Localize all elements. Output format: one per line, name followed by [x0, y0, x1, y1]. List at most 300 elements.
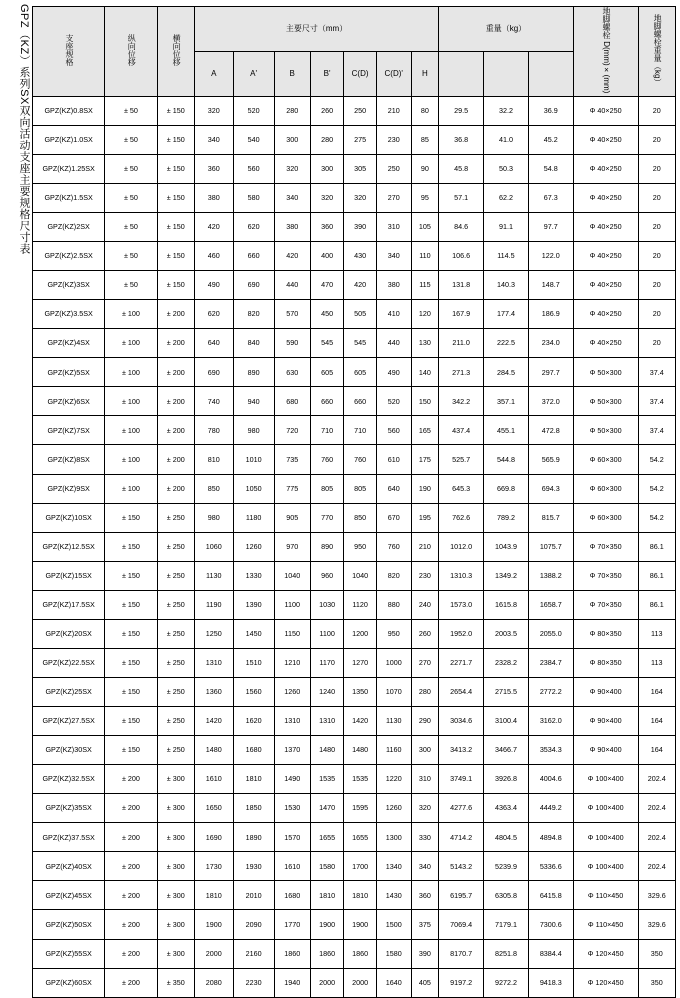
cell-weight-1: 342.2	[439, 387, 484, 416]
cell-trans-disp: ± 150	[157, 125, 194, 154]
cell-weight-3: 234.0	[528, 329, 573, 358]
table-body	[33, 96, 676, 997]
cell-long-disp: ± 200	[105, 765, 157, 794]
cell-Aprime: 840	[233, 329, 274, 358]
cell-H: 260	[411, 619, 439, 648]
cell-A: 1250	[194, 619, 233, 648]
table-row	[33, 212, 676, 241]
header-col-Aprime: A'	[233, 51, 274, 96]
table-row	[33, 329, 676, 358]
cell-anchor-bolt: Φ 40×250	[573, 96, 638, 125]
cell-A: 1900	[194, 910, 233, 939]
cell-long-disp: ± 50	[105, 125, 157, 154]
cell-weight-2: 91.1	[484, 212, 529, 241]
cell-A: 2000	[194, 939, 233, 968]
cell-anchor-bolt: Φ 60×300	[573, 474, 638, 503]
cell-CD: 1900	[344, 910, 376, 939]
cell-CD: 1810	[344, 881, 376, 910]
cell-weight-3: 54.8	[528, 154, 573, 183]
cell-spec: GPZ(KZ)5SX	[33, 358, 105, 387]
cell-weight-1: 525.7	[439, 445, 484, 474]
table-row	[33, 619, 676, 648]
cell-Bprime: 360	[310, 212, 344, 241]
cell-long-disp: ± 200	[105, 939, 157, 968]
cell-trans-disp: ± 300	[157, 852, 194, 881]
cell-B: 1040	[274, 561, 310, 590]
cell-weight-3: 3162.0	[528, 707, 573, 736]
cell-trans-disp: ± 150	[157, 183, 194, 212]
cell-weight-1: 437.4	[439, 416, 484, 445]
cell-trans-disp: ± 200	[157, 387, 194, 416]
table-row	[33, 358, 676, 387]
table-row	[33, 503, 676, 532]
cell-CD: 1480	[344, 736, 376, 765]
cell-CD: 1535	[344, 765, 376, 794]
cell-anchor-weight: 20	[638, 271, 675, 300]
cell-weight-2: 3926.8	[484, 765, 529, 794]
cell-Bprime: 1310	[310, 707, 344, 736]
cell-Aprime: 540	[233, 125, 274, 154]
cell-CDprime: 1300	[376, 823, 411, 852]
cell-A: 1360	[194, 677, 233, 706]
cell-weight-2: 4804.5	[484, 823, 529, 852]
table-row	[33, 590, 676, 619]
cell-weight-2: 62.2	[484, 183, 529, 212]
cell-long-disp: ± 150	[105, 619, 157, 648]
cell-weight-3: 5336.6	[528, 852, 573, 881]
cell-anchor-weight: 54.2	[638, 474, 675, 503]
cell-Bprime: 280	[310, 125, 344, 154]
cell-weight-3: 67.3	[528, 183, 573, 212]
cell-A: 1060	[194, 532, 233, 561]
cell-weight-2: 1043.9	[484, 532, 529, 561]
cell-H: 375	[411, 910, 439, 939]
cell-long-disp: ± 200	[105, 910, 157, 939]
cell-A: 810	[194, 445, 233, 474]
cell-trans-disp: ± 300	[157, 881, 194, 910]
cell-anchor-bolt: Φ 40×250	[573, 271, 638, 300]
header-col-CD: C(D)	[344, 51, 376, 96]
cell-long-disp: ± 50	[105, 212, 157, 241]
cell-CD: 1120	[344, 590, 376, 619]
cell-weight-1: 3749.1	[439, 765, 484, 794]
table-row	[33, 910, 676, 939]
cell-CDprime: 270	[376, 183, 411, 212]
cell-weight-3: 2384.7	[528, 648, 573, 677]
cell-weight-3: 1388.2	[528, 561, 573, 590]
cell-CD: 605	[344, 358, 376, 387]
table-row	[33, 561, 676, 590]
table-row	[33, 648, 676, 677]
cell-CDprime: 560	[376, 416, 411, 445]
cell-Bprime: 545	[310, 329, 344, 358]
cell-spec: GPZ(KZ)40SX	[33, 852, 105, 881]
cell-CD: 250	[344, 96, 376, 125]
header-trans-disp	[157, 7, 194, 97]
cell-H: 150	[411, 387, 439, 416]
cell-CDprime: 1000	[376, 648, 411, 677]
cell-weight-3: 36.9	[528, 96, 573, 125]
cell-Aprime: 2010	[233, 881, 274, 910]
cell-anchor-weight: 37.4	[638, 387, 675, 416]
cell-Aprime: 580	[233, 183, 274, 212]
cell-weight-3: 4894.8	[528, 823, 573, 852]
cell-H: 175	[411, 445, 439, 474]
cell-B: 1260	[274, 677, 310, 706]
cell-Bprime: 770	[310, 503, 344, 532]
table-row	[33, 677, 676, 706]
cell-A: 980	[194, 503, 233, 532]
cell-weight-3: 148.7	[528, 271, 573, 300]
cell-spec: GPZ(KZ)37.5SX	[33, 823, 105, 852]
header-weight-2	[484, 51, 529, 96]
cell-A: 780	[194, 416, 233, 445]
cell-anchor-bolt: Φ 40×250	[573, 329, 638, 358]
cell-anchor-weight: 37.4	[638, 416, 675, 445]
cell-weight-1: 45.8	[439, 154, 484, 183]
cell-H: 140	[411, 358, 439, 387]
header-weight-1	[439, 51, 484, 96]
cell-H: 210	[411, 532, 439, 561]
cell-long-disp: ± 150	[105, 590, 157, 619]
cell-weight-2: 669.8	[484, 474, 529, 503]
cell-CD: 805	[344, 474, 376, 503]
cell-Bprime: 1860	[310, 939, 344, 968]
cell-anchor-bolt: Φ 70×350	[573, 590, 638, 619]
cell-Aprime: 620	[233, 212, 274, 241]
cell-A: 340	[194, 125, 233, 154]
cell-weight-3: 1075.7	[528, 532, 573, 561]
cell-CDprime: 440	[376, 329, 411, 358]
cell-A: 320	[194, 96, 233, 125]
cell-long-disp: ± 150	[105, 648, 157, 677]
header-long-disp	[105, 7, 157, 97]
cell-weight-3: 8384.4	[528, 939, 573, 968]
cell-A: 740	[194, 387, 233, 416]
cell-weight-1: 2271.7	[439, 648, 484, 677]
cell-Bprime: 1900	[310, 910, 344, 939]
cell-weight-3: 4449.2	[528, 794, 573, 823]
cell-anchor-bolt: Φ 100×400	[573, 765, 638, 794]
cell-weight-1: 57.1	[439, 183, 484, 212]
cell-long-disp: ± 150	[105, 707, 157, 736]
cell-Aprime: 1010	[233, 445, 274, 474]
cell-anchor-weight: 20	[638, 183, 675, 212]
cell-Aprime: 1680	[233, 736, 274, 765]
cell-long-disp: ± 150	[105, 677, 157, 706]
cell-Aprime: 520	[233, 96, 274, 125]
cell-weight-2: 6305.8	[484, 881, 529, 910]
cell-B: 680	[274, 387, 310, 416]
cell-CDprime: 380	[376, 271, 411, 300]
cell-H: 300	[411, 736, 439, 765]
cell-Aprime: 1050	[233, 474, 274, 503]
cell-CDprime: 1160	[376, 736, 411, 765]
header-col-CDprime: C(D)'	[376, 51, 411, 96]
cell-Bprime: 2000	[310, 968, 344, 997]
cell-CD: 320	[344, 183, 376, 212]
cell-H: 360	[411, 881, 439, 910]
cell-A: 2080	[194, 968, 233, 997]
cell-anchor-bolt: Φ 100×400	[573, 823, 638, 852]
cell-weight-1: 167.9	[439, 300, 484, 329]
cell-anchor-weight: 20	[638, 212, 675, 241]
cell-CDprime: 340	[376, 242, 411, 271]
cell-B: 1770	[274, 910, 310, 939]
cell-CD: 1420	[344, 707, 376, 736]
cell-long-disp: ± 200	[105, 852, 157, 881]
cell-B: 440	[274, 271, 310, 300]
cell-weight-1: 4714.2	[439, 823, 484, 852]
header-weight-3	[528, 51, 573, 96]
cell-anchor-bolt: Φ 60×300	[573, 445, 638, 474]
cell-trans-disp: ± 350	[157, 968, 194, 997]
cell-anchor-weight: 164	[638, 677, 675, 706]
cell-H: 165	[411, 416, 439, 445]
cell-Bprime: 450	[310, 300, 344, 329]
cell-trans-disp: ± 300	[157, 765, 194, 794]
cell-weight-2: 357.1	[484, 387, 529, 416]
cell-trans-disp: ± 150	[157, 242, 194, 271]
cell-weight-3: 2772.2	[528, 677, 573, 706]
cell-spec: GPZ(KZ)8SX	[33, 445, 105, 474]
cell-H: 80	[411, 96, 439, 125]
cell-weight-3: 97.7	[528, 212, 573, 241]
cell-H: 195	[411, 503, 439, 532]
cell-trans-disp: ± 200	[157, 358, 194, 387]
cell-spec: GPZ(KZ)55SX	[33, 939, 105, 968]
cell-weight-1: 6195.7	[439, 881, 484, 910]
cell-weight-3: 1658.7	[528, 590, 573, 619]
cell-Bprime: 1580	[310, 852, 344, 881]
cell-CDprime: 760	[376, 532, 411, 561]
cell-B: 380	[274, 212, 310, 241]
table-row	[33, 300, 676, 329]
cell-A: 1690	[194, 823, 233, 852]
cell-weight-3: 9418.3	[528, 968, 573, 997]
cell-B: 1150	[274, 619, 310, 648]
cell-weight-1: 4277.6	[439, 794, 484, 823]
cell-anchor-weight: 350	[638, 939, 675, 968]
cell-Bprime: 1480	[310, 736, 344, 765]
cell-long-disp: ± 150	[105, 736, 157, 765]
cell-H: 390	[411, 939, 439, 968]
cell-H: 310	[411, 765, 439, 794]
cell-weight-3: 565.9	[528, 445, 573, 474]
cell-Bprime: 1535	[310, 765, 344, 794]
cell-A: 380	[194, 183, 233, 212]
cell-anchor-weight: 20	[638, 154, 675, 183]
cell-Bprime: 1100	[310, 619, 344, 648]
cell-long-disp: ± 50	[105, 183, 157, 212]
cell-anchor-bolt: Φ 100×400	[573, 794, 638, 823]
cell-spec: GPZ(KZ)35SX	[33, 794, 105, 823]
header-col-A: A	[194, 51, 233, 96]
cell-H: 240	[411, 590, 439, 619]
cell-Bprime: 1030	[310, 590, 344, 619]
cell-Bprime: 890	[310, 532, 344, 561]
cell-anchor-bolt: Φ 90×400	[573, 736, 638, 765]
cell-CDprime: 820	[376, 561, 411, 590]
cell-CDprime: 250	[376, 154, 411, 183]
cell-weight-2: 5239.9	[484, 852, 529, 881]
cell-anchor-bolt: Φ 40×250	[573, 300, 638, 329]
cell-H: 90	[411, 154, 439, 183]
cell-Bprime: 1170	[310, 648, 344, 677]
cell-CD: 710	[344, 416, 376, 445]
cell-Bprime: 400	[310, 242, 344, 271]
cell-anchor-weight: 20	[638, 300, 675, 329]
cell-anchor-bolt: Φ 50×300	[573, 387, 638, 416]
header-anchor-weight	[638, 7, 675, 97]
cell-weight-3: 694.3	[528, 474, 573, 503]
header-anchor-weight-label: 地脚螺栓重量（kg）	[653, 13, 663, 87]
cell-spec: GPZ(KZ)2SX	[33, 212, 105, 241]
cell-Bprime: 960	[310, 561, 344, 590]
cell-Aprime: 890	[233, 358, 274, 387]
cell-spec: GPZ(KZ)3.5SX	[33, 300, 105, 329]
cell-B: 1490	[274, 765, 310, 794]
cell-weight-2: 1349.2	[484, 561, 529, 590]
cell-anchor-weight: 20	[638, 96, 675, 125]
cell-weight-2: 222.5	[484, 329, 529, 358]
cell-anchor-bolt: Φ 60×300	[573, 503, 638, 532]
cell-CD: 545	[344, 329, 376, 358]
cell-B: 735	[274, 445, 310, 474]
cell-anchor-bolt: Φ 50×300	[573, 416, 638, 445]
page-title: GPZ（KZ）系列SX双向活动支座主要规格尺寸表	[18, 4, 30, 255]
cell-anchor-weight: 202.4	[638, 823, 675, 852]
cell-long-disp: ± 100	[105, 329, 157, 358]
cell-Bprime: 605	[310, 358, 344, 387]
cell-trans-disp: ± 200	[157, 329, 194, 358]
cell-anchor-bolt: Φ 40×250	[573, 242, 638, 271]
cell-anchor-bolt: Φ 120×450	[573, 968, 638, 997]
cell-weight-1: 2654.4	[439, 677, 484, 706]
cell-weight-3: 186.9	[528, 300, 573, 329]
cell-CD: 420	[344, 271, 376, 300]
cell-A: 1310	[194, 648, 233, 677]
cell-anchor-weight: 20	[638, 125, 675, 154]
cell-CDprime: 1260	[376, 794, 411, 823]
cell-trans-disp: ± 150	[157, 154, 194, 183]
cell-spec: GPZ(KZ)1.25SX	[33, 154, 105, 183]
cell-B: 1860	[274, 939, 310, 968]
cell-H: 280	[411, 677, 439, 706]
header-col-Bprime: B'	[310, 51, 344, 96]
cell-trans-disp: ± 300	[157, 939, 194, 968]
cell-weight-1: 9197.2	[439, 968, 484, 997]
cell-H: 290	[411, 707, 439, 736]
cell-long-disp: ± 50	[105, 96, 157, 125]
cell-H: 270	[411, 648, 439, 677]
cell-Aprime: 1810	[233, 765, 274, 794]
cell-B: 1680	[274, 881, 310, 910]
cell-Aprime: 1390	[233, 590, 274, 619]
cell-Aprime: 2230	[233, 968, 274, 997]
cell-CDprime: 490	[376, 358, 411, 387]
cell-B: 1310	[274, 707, 310, 736]
cell-trans-disp: ± 150	[157, 96, 194, 125]
cell-long-disp: ± 100	[105, 416, 157, 445]
cell-trans-disp: ± 250	[157, 561, 194, 590]
cell-B: 775	[274, 474, 310, 503]
cell-CDprime: 1430	[376, 881, 411, 910]
cell-CD: 760	[344, 445, 376, 474]
cell-CDprime: 1220	[376, 765, 411, 794]
cell-weight-3: 122.0	[528, 242, 573, 271]
cell-weight-2: 7179.1	[484, 910, 529, 939]
cell-anchor-weight: 37.4	[638, 358, 675, 387]
header-main-dims: 主要尺寸（mm）	[194, 7, 438, 52]
cell-long-disp: ± 50	[105, 242, 157, 271]
cell-anchor-bolt: Φ 40×250	[573, 183, 638, 212]
cell-anchor-bolt: Φ 70×350	[573, 561, 638, 590]
cell-weight-1: 3034.6	[439, 707, 484, 736]
cell-weight-1: 1952.0	[439, 619, 484, 648]
cell-CDprime: 1500	[376, 910, 411, 939]
cell-Aprime: 1450	[233, 619, 274, 648]
cell-anchor-bolt: Φ 100×400	[573, 852, 638, 881]
cell-long-disp: ± 100	[105, 474, 157, 503]
table-row	[33, 736, 676, 765]
cell-anchor-weight: 202.4	[638, 765, 675, 794]
header-spec-label: 支座规格	[65, 34, 75, 67]
cell-B: 1940	[274, 968, 310, 997]
cell-anchor-bolt: Φ 120×450	[573, 939, 638, 968]
cell-Aprime: 2090	[233, 910, 274, 939]
cell-A: 690	[194, 358, 233, 387]
cell-CDprime: 950	[376, 619, 411, 648]
cell-Bprime: 1240	[310, 677, 344, 706]
cell-CD: 1595	[344, 794, 376, 823]
cell-Bprime: 260	[310, 96, 344, 125]
cell-CDprime: 880	[376, 590, 411, 619]
table-row	[33, 416, 676, 445]
cell-anchor-weight: 54.2	[638, 503, 675, 532]
cell-Bprime: 1810	[310, 881, 344, 910]
cell-B: 630	[274, 358, 310, 387]
cell-spec: GPZ(KZ)9SX	[33, 474, 105, 503]
table-row	[33, 852, 676, 881]
cell-spec: GPZ(KZ)2.5SX	[33, 242, 105, 271]
cell-B: 1570	[274, 823, 310, 852]
cell-trans-disp: ± 250	[157, 648, 194, 677]
cell-Aprime: 1180	[233, 503, 274, 532]
cell-CD: 660	[344, 387, 376, 416]
cell-weight-1: 131.8	[439, 271, 484, 300]
cell-spec: GPZ(KZ)60SX	[33, 968, 105, 997]
cell-long-disp: ± 100	[105, 300, 157, 329]
cell-trans-disp: ± 150	[157, 271, 194, 300]
cell-B: 340	[274, 183, 310, 212]
cell-weight-2: 50.3	[484, 154, 529, 183]
cell-anchor-bolt: Φ 50×300	[573, 358, 638, 387]
cell-spec: GPZ(KZ)25SX	[33, 677, 105, 706]
cell-anchor-weight: 86.1	[638, 532, 675, 561]
cell-B: 320	[274, 154, 310, 183]
cell-anchor-bolt: Φ 70×350	[573, 532, 638, 561]
cell-trans-disp: ± 250	[157, 707, 194, 736]
cell-weight-1: 645.3	[439, 474, 484, 503]
cell-anchor-bolt: Φ 90×400	[573, 677, 638, 706]
cell-CDprime: 670	[376, 503, 411, 532]
cell-weight-1: 36.8	[439, 125, 484, 154]
cell-CD: 1270	[344, 648, 376, 677]
cell-weight-1: 1012.0	[439, 532, 484, 561]
cell-CDprime: 1340	[376, 852, 411, 881]
cell-anchor-weight: 86.1	[638, 561, 675, 590]
